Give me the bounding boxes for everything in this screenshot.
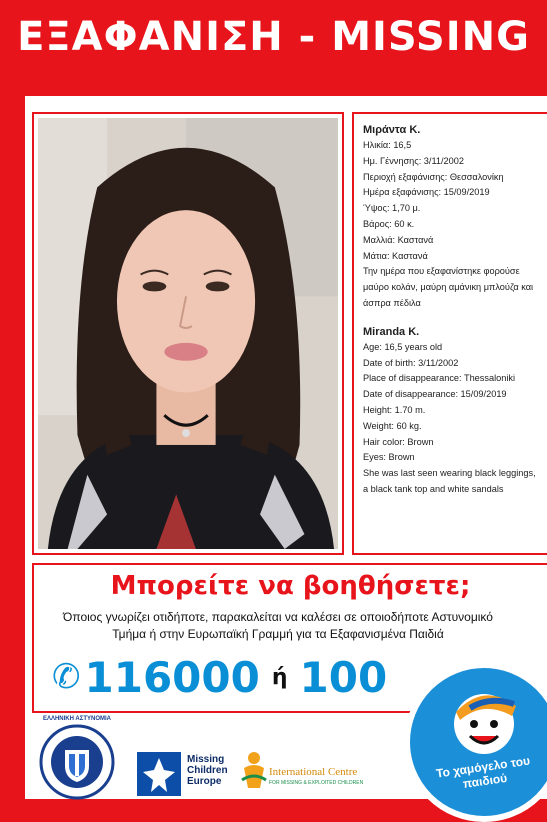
english-info-line: Weight: 60 kg. [363, 420, 422, 431]
missing-person-photo [38, 118, 338, 549]
greek-info-line: Μάτια: Καστανά [363, 250, 428, 261]
greek-info-line: Βάρος: 60 κ. [363, 218, 415, 229]
english-info-line: Age: 16,5 years old [363, 341, 443, 352]
greek-info-line: Ημέρα εξαφάνισης: 15/09/2019 [363, 187, 490, 198]
greek-info-line: Μαλλιά: Καστανά [363, 234, 434, 245]
icmec-figure-icon [240, 750, 268, 790]
photo-frame [32, 112, 344, 555]
phone-icon: ✆ [52, 657, 81, 697]
english-info-line: Date of disappearance: 15/09/2019 [363, 389, 507, 400]
poster-title: ΕΞΑΦΑΝΙΣΗ - MISSING [17, 14, 530, 60]
greek-info-line: Ύψος: 1,70 μ. [363, 203, 421, 214]
phone-numbers [52, 653, 387, 703]
mce-line-2: Children [187, 765, 228, 776]
mce-label [187, 754, 228, 787]
help-text: Όποιος γνωρίζει οτιδήποτε, παρακαλείται να καλέσει σε οποιοδήποτε Αστυνομικό Τμήμα ή στην Ευρωπαϊκή Γραμμή για τα Εξαφανισμένα Παιδιά [63, 610, 493, 641]
english-info-line: Hair color: Brown [363, 436, 434, 447]
missing-children-europe-icon [137, 752, 181, 796]
english-info-line: Date of birth: 3/11/2002 [363, 357, 459, 368]
greek-name: Μιράντα Κ. [363, 124, 421, 136]
phone-secondary[interactable]: 100 [299, 653, 388, 702]
mce-line-3: Europe [187, 776, 222, 787]
mce-line-1: Missing [187, 754, 225, 765]
portrait-illustration [38, 118, 338, 549]
english-info-line: Height: 1.70 m. [363, 404, 426, 415]
phone-primary[interactable]: 116000 [84, 653, 260, 702]
greek-info-line: Περιοχή εξαφάνισης: Θεσσαλονίκη [363, 171, 504, 182]
smile-text: Το χαμόγελο του παιδιού [435, 753, 531, 791]
smile-of-the-child-badge [404, 662, 547, 822]
english-info-line: Eyes: Brown [363, 452, 415, 463]
icmec-name: International Centre [269, 766, 358, 778]
info-separator [363, 312, 541, 326]
info-panel [352, 112, 547, 555]
header-banner [0, 0, 547, 92]
police-text: ΕΛΛΗΝΙΚΗ ΑΣΤΥΝΟΜΙΑ [42, 716, 112, 722]
english-name: Miranda K. [363, 325, 420, 338]
english-info-line: Place of disappearance: Thessaloniki [363, 373, 516, 384]
greek-info-line: Ηλικία: 16,5 [363, 140, 412, 150]
phone-or: ή [271, 665, 288, 690]
greek-info-line: Ημ. Γέννησης: 3/11/2002 [363, 155, 464, 166]
icmec-sub: FOR MISSING & EXPLOITED CHILDREN [269, 780, 364, 786]
english-clothing: She was last seen wearing black leggings, a black tank top and white sandals [363, 468, 536, 494]
police-crest-icon [37, 722, 117, 802]
greek-clothing: Την ημέρα που εξαφανίστηκε φορούσε μαύρο κολάν, μαύρη αμάνικη μπλούζα και άσπρα πέδιλα [363, 266, 534, 308]
help-title: Μπορείτε να βοηθήσετε; [110, 571, 471, 601]
